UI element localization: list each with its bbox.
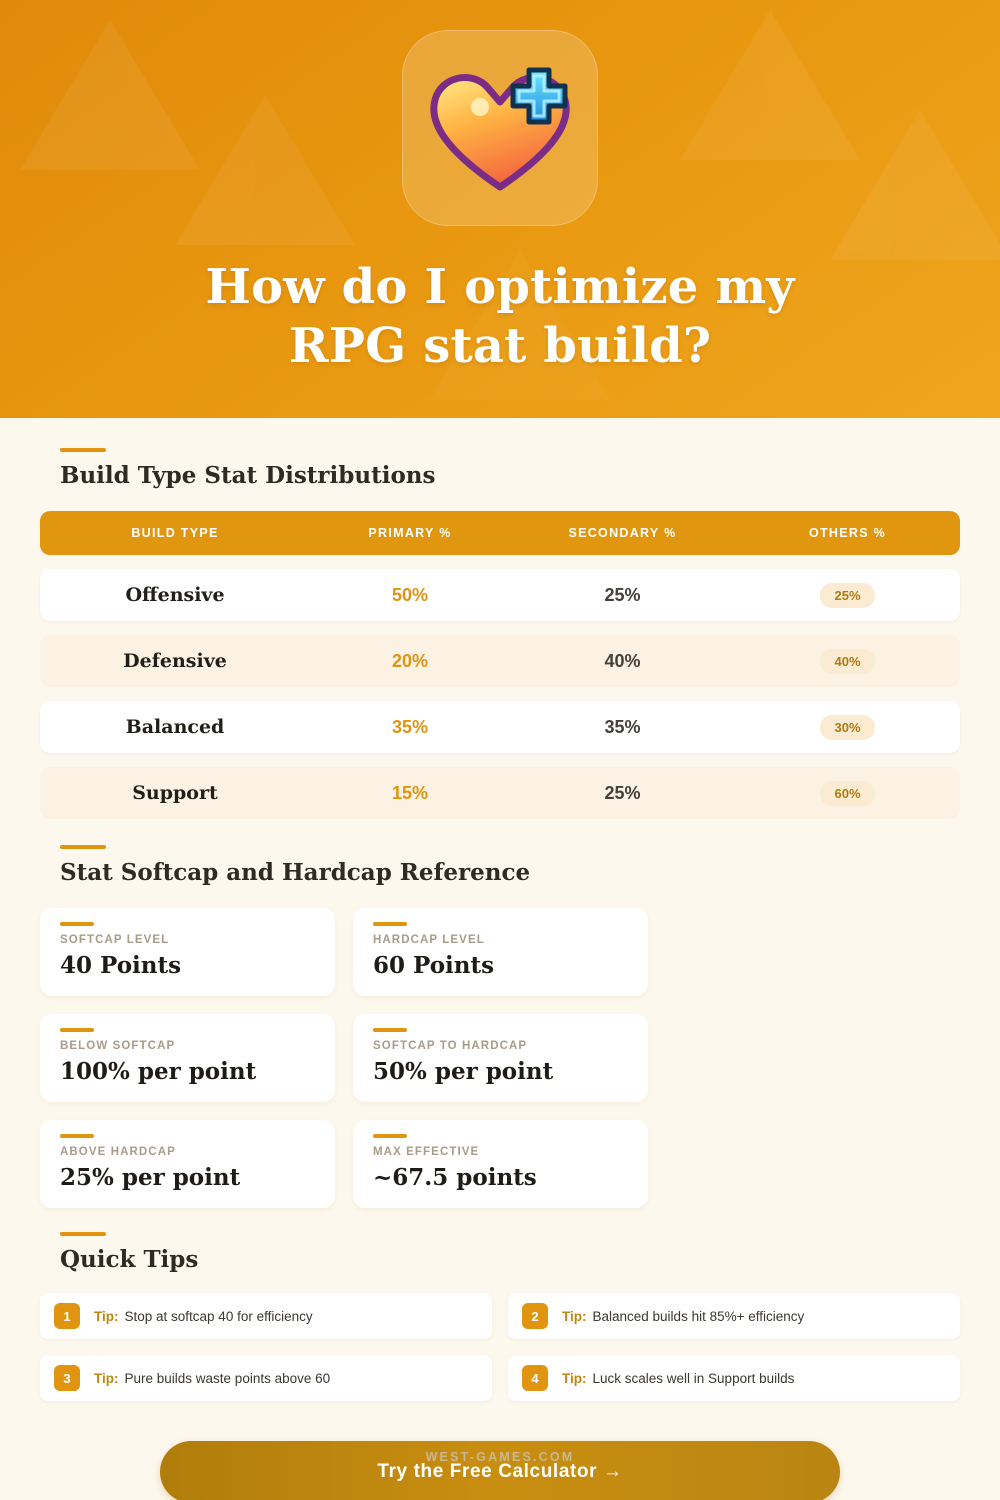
list-item — [40, 1355, 492, 1401]
stat-card-value: 40 Points — [60, 952, 182, 979]
cell-build-type: Support — [132, 782, 218, 804]
stat-card-label: ABOVE HARDCAP — [60, 1146, 176, 1158]
tip-number: 4 — [522, 1365, 548, 1391]
tip-text: Stop at softcap 40 for efficiency — [124, 1308, 313, 1324]
column-header-others: OTHERS % — [808, 526, 887, 540]
stat-card-value: 60 Points — [373, 952, 495, 979]
table-row — [40, 767, 960, 819]
stat-card — [40, 1120, 335, 1208]
page-title-line2: RPG stat build? — [288, 317, 712, 374]
tip-label: Tip: — [94, 1370, 119, 1386]
stat-cards-grid — [40, 908, 960, 1208]
cell-primary: 50% — [391, 584, 429, 605]
cell-secondary: 35% — [604, 716, 641, 737]
tip-number: 1 — [54, 1303, 80, 1329]
page-title — [0, 258, 1000, 375]
footer-source: WEST-GAMES.COM — [425, 1450, 575, 1464]
table-row — [40, 635, 960, 687]
quick-tips-list — [40, 1293, 960, 1401]
tip-text: Balanced builds hit 85%+ efficiency — [592, 1308, 805, 1324]
stat-card — [353, 1120, 648, 1208]
tip-label: Tip: — [562, 1308, 587, 1324]
cell-secondary: 40% — [604, 650, 641, 671]
build-distribution-table — [40, 511, 960, 819]
section-title-caps: Stat Softcap and Hardcap Reference — [60, 845, 530, 886]
cell-build-type: Offensive — [125, 584, 225, 606]
page-title-line1: How do I optimize my — [205, 259, 795, 315]
list-item — [508, 1293, 960, 1339]
tip-number: 3 — [54, 1365, 80, 1391]
stat-card-value: 25% per point — [60, 1164, 241, 1191]
cell-primary: 35% — [391, 716, 429, 737]
cell-build-type: Balanced — [125, 716, 225, 738]
stat-card — [40, 1014, 335, 1102]
tip-text: Luck scales well in Support builds — [592, 1370, 795, 1386]
list-item — [40, 1293, 492, 1339]
list-item — [508, 1355, 960, 1401]
cell-primary: 20% — [391, 650, 429, 671]
stat-card-value: 50% per point — [373, 1058, 554, 1085]
others-badge: 25% — [820, 583, 874, 608]
stat-card-value: ~67.5 points — [373, 1164, 537, 1191]
stat-card-label: SOFTCAP LEVEL — [60, 934, 170, 946]
section-title-tips: Quick Tips — [60, 1232, 198, 1273]
cell-others — [735, 649, 960, 674]
column-header-primary: PRIMARY % — [368, 526, 452, 540]
others-badge: 30% — [820, 715, 874, 740]
cell-build-type: Defensive — [123, 650, 227, 672]
cell-others — [735, 781, 960, 806]
stat-card — [353, 908, 648, 996]
tip-label: Tip: — [562, 1370, 587, 1386]
tip-text: Pure builds waste points above 60 — [124, 1370, 331, 1386]
stat-card — [40, 908, 335, 996]
stat-card-value: 100% per point — [60, 1058, 257, 1085]
tip-number: 2 — [522, 1303, 548, 1329]
column-header-build-type: BUILD TYPE — [131, 526, 219, 540]
heart-plus-icon — [402, 30, 598, 226]
stat-card-label: BELOW SOFTCAP — [60, 1040, 176, 1052]
table-row — [40, 569, 960, 621]
cell-primary: 15% — [391, 782, 429, 803]
column-header-secondary: SECONDARY % — [568, 526, 677, 540]
stat-card — [353, 1014, 648, 1102]
cell-others — [735, 715, 960, 740]
others-badge: 60% — [820, 781, 874, 806]
section-title-table: Build Type Stat Distributions — [60, 448, 435, 489]
cell-secondary: 25% — [604, 584, 641, 605]
hero-banner — [0, 0, 1000, 418]
tip-label: Tip: — [94, 1308, 119, 1324]
cell-secondary: 25% — [604, 782, 641, 803]
others-badge: 40% — [820, 649, 874, 674]
content-area — [0, 418, 1000, 1500]
stat-card-label: SOFTCAP TO HARDCAP — [373, 1040, 528, 1052]
stat-card-label: MAX EFFECTIVE — [373, 1146, 480, 1158]
stat-card-label: HARDCAP LEVEL — [373, 934, 485, 946]
try-calculator-button[interactable]: Try the Free Calculator → — [160, 1441, 840, 1500]
table-header-row — [40, 511, 960, 555]
table-row — [40, 701, 960, 753]
cell-others — [735, 583, 960, 608]
